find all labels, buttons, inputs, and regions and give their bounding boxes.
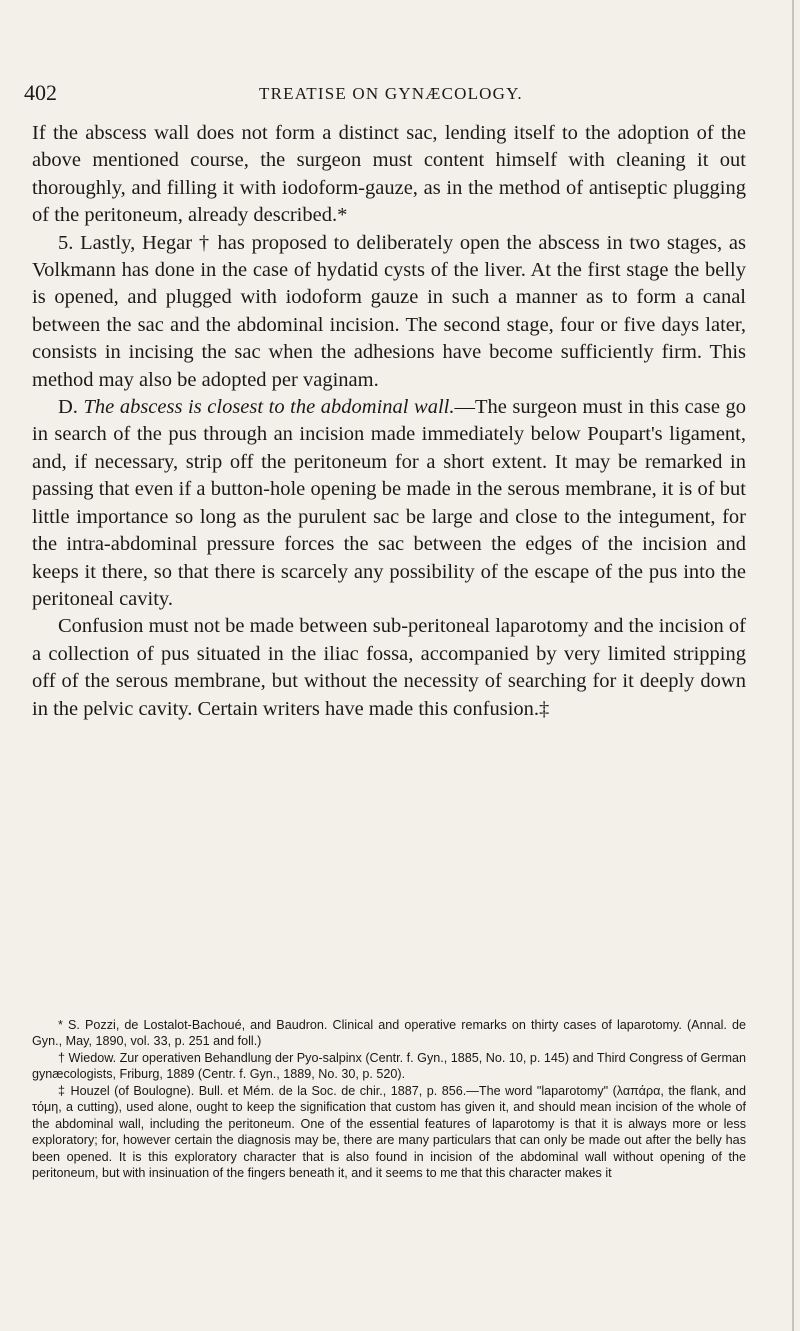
page-number: 402: [24, 80, 57, 105]
paragraph-2: 5. Lastly, Hegar † has proposed to deliberately open the abscess in two stages, as Volkmann has done in the case of hydatid cysts of the liver. At the first stage the belly is opened, and plugged with iodoform gauze in such a manner as to form a canal between the sac and the abdominal incision. The second stage, four or five days later, consists in incising the sac when the adhesions have become sufficiently firm. This method may also be adopted per vaginam.: [32, 231, 746, 391]
footnote-1: * S. Pozzi, de Lostalot-Bachoué, and Baudron. Clinical and operative remarks on thirty cases of laparotomy. (Annal. de Gyn., May, 1890, vol. 33, p. 251 and foll.): [32, 1018, 746, 1049]
page-edge: [792, 0, 794, 1331]
paragraph-3-text: —The surgeon must in this case go in search of the pus through an incision made immediately below Poupart's ligament, and, if necessary, strip off the peritoneum for a short extent. It may be remarked in passing that even if a button-hole opening be made in the serous membrane, it is of but little importance so long as the purulent sac be large and close to the integument, for the intra-abdominal pressure forces the sac between the edges of the incision and keeps it there, so that there is scarcely any possibility of the escape of the pus into the peritoneal cavity.: [32, 396, 746, 610]
body-text: [32, 120, 746, 723]
section-heading: The abscess is closest to the abdominal wall.: [83, 396, 455, 419]
section-letter: D.: [58, 396, 78, 419]
running-head: TREATISE ON GYNÆCOLOGY.: [259, 84, 523, 103]
paragraph-1: If the abscess wall does not form a distinct sac, lending itself to the adoption of the above mentioned course, the surgeon must content himself with cleaning it out thoroughly, and filling it with iodoform-gauze, as in the method of antiseptic plugging of the peritoneum, already described.*: [32, 122, 746, 227]
footnotes: [32, 1017, 746, 1182]
paragraph-3: [32, 394, 746, 613]
paragraph-4: Confusion must not be made between sub-peritoneal laparotomy and the incision of a collection of pus situated in the iliac fossa, accompanied by very limited stripping off of the serous membrane, but without the necessity of searching for it deeply down in the pelvic cavity. Certain writers have made this confusion.‡: [32, 615, 746, 720]
footnote-2: † Wiedow. Zur operativen Behandlung der Pyo-salpinx (Centr. f. Gyn., 1885, No. 10, p. 145) and Third Congress of German gynæcologists, Friburg, 1889 (Centr. f. Gyn., 1889, No. 30, p. 520).: [32, 1050, 746, 1082]
footnote-3: ‡ Houzel (of Boulogne). Bull. et Mém. de la Soc. de chir., 1887, p. 856.—The word "laparotomy" (λαπάρα, the flank, and τόμη, a cutting), used alone, ought to keep the signification that custom has given it, and should mean incision of the whole of the abdominal wall, including the peritoneum. One of the essential features of laparotomy is that it is always more or less exploratory; for, however certain the diagnosis may be, there are many particulars that can only be made out after the belly has been opened. It is this exploratory character that is also found in incision of the abdominal wall without opening of the peritoneum, but with insinuation of the fingers beneath it, and it seems to me that this character makes it: [32, 1083, 746, 1181]
page-header: [24, 80, 744, 116]
